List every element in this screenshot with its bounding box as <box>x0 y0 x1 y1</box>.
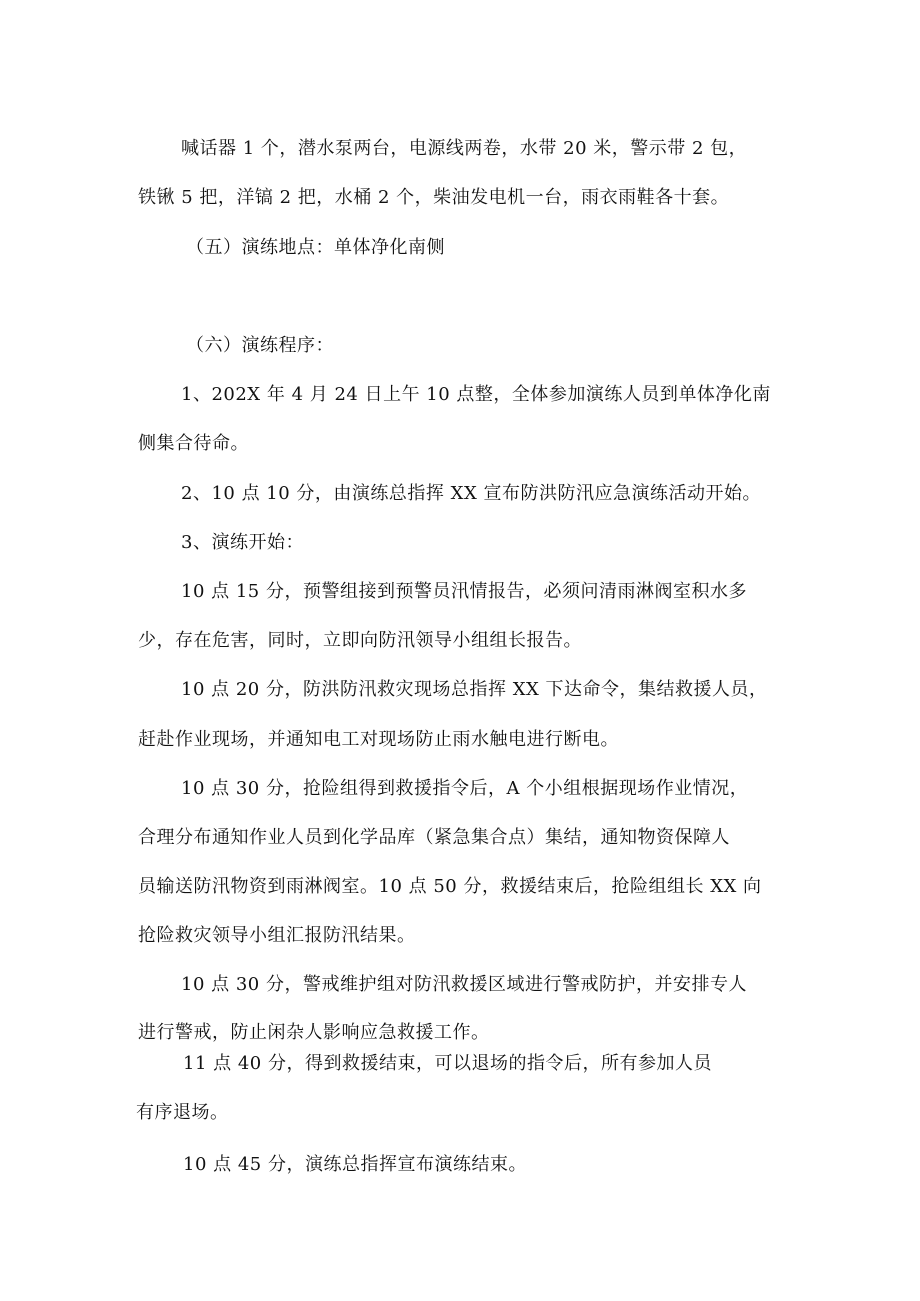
text-line: 3、演练开始： <box>181 532 304 553</box>
text-line: 10 点 30 分，警戒维护组对防汛救援区域进行警戒防护，并安排专人 <box>181 974 747 995</box>
text-line: 员输送防汛物资到雨淋阀室。10 点 50 分，救援结束后，抢险组组长 XX 向 <box>138 876 762 897</box>
text-line: 有序退场。 <box>136 1102 229 1123</box>
text-line: 10 点 45 分，演练总指挥宣布演练结束。 <box>183 1154 527 1175</box>
section-heading-procedure: （六）演练程序： <box>186 335 334 356</box>
text-line: 11 点 40 分，得到救援结束，可以退场的指令后，所有参加人员 <box>183 1053 712 1074</box>
text-line: 10 点 15 分，预警组接到预警员汛情报告，必须问清雨淋阀室积水多 <box>181 581 747 602</box>
text-line: 喊话器 1 个，潜水泵两台，电源线两卷，水带 20 米，警示带 2 包， <box>181 138 748 159</box>
text-line: 进行警戒，防止闲杂人影响应急救援工作。 <box>138 1022 490 1043</box>
text-line: 少，存在危害，同时，立即向防汛领导小组组长报告。 <box>138 630 582 651</box>
text-line: 合理分布通知作业人员到化学品库（紧急集合点）集结，通知物资保障人 <box>138 827 730 848</box>
section-heading-location: （五）演练地点：单体净化南侧 <box>186 237 445 258</box>
text-line: 抢险救灾领导小组汇报防汛结果。 <box>138 925 416 946</box>
text-line: 2、10 点 10 分，由演练总指挥 XX 宣布防洪防汛应急演练活动开始。 <box>181 483 761 504</box>
text-line: 侧集合待命。 <box>138 433 249 454</box>
text-line: 10 点 30 分，抢险组得到救援指令后，A 个小组根据现场作业情况， <box>181 778 749 799</box>
text-line: 1、202X 年 4 月 24 日上午 10 点整，全体参加演练人员到单体净化南 <box>181 384 771 405</box>
text-line: 10 点 20 分，防洪防汛救灾现场总指挥 XX 下达命令，集结救援人员， <box>181 679 768 700</box>
text-line: 铁锹 5 把，洋镐 2 把，水桶 2 个，柴油发电机一台，雨衣雨鞋各十套。 <box>138 187 730 208</box>
text-line: 赶赴作业现场，并通知电工对现场防止雨水触电进行断电。 <box>138 729 619 750</box>
